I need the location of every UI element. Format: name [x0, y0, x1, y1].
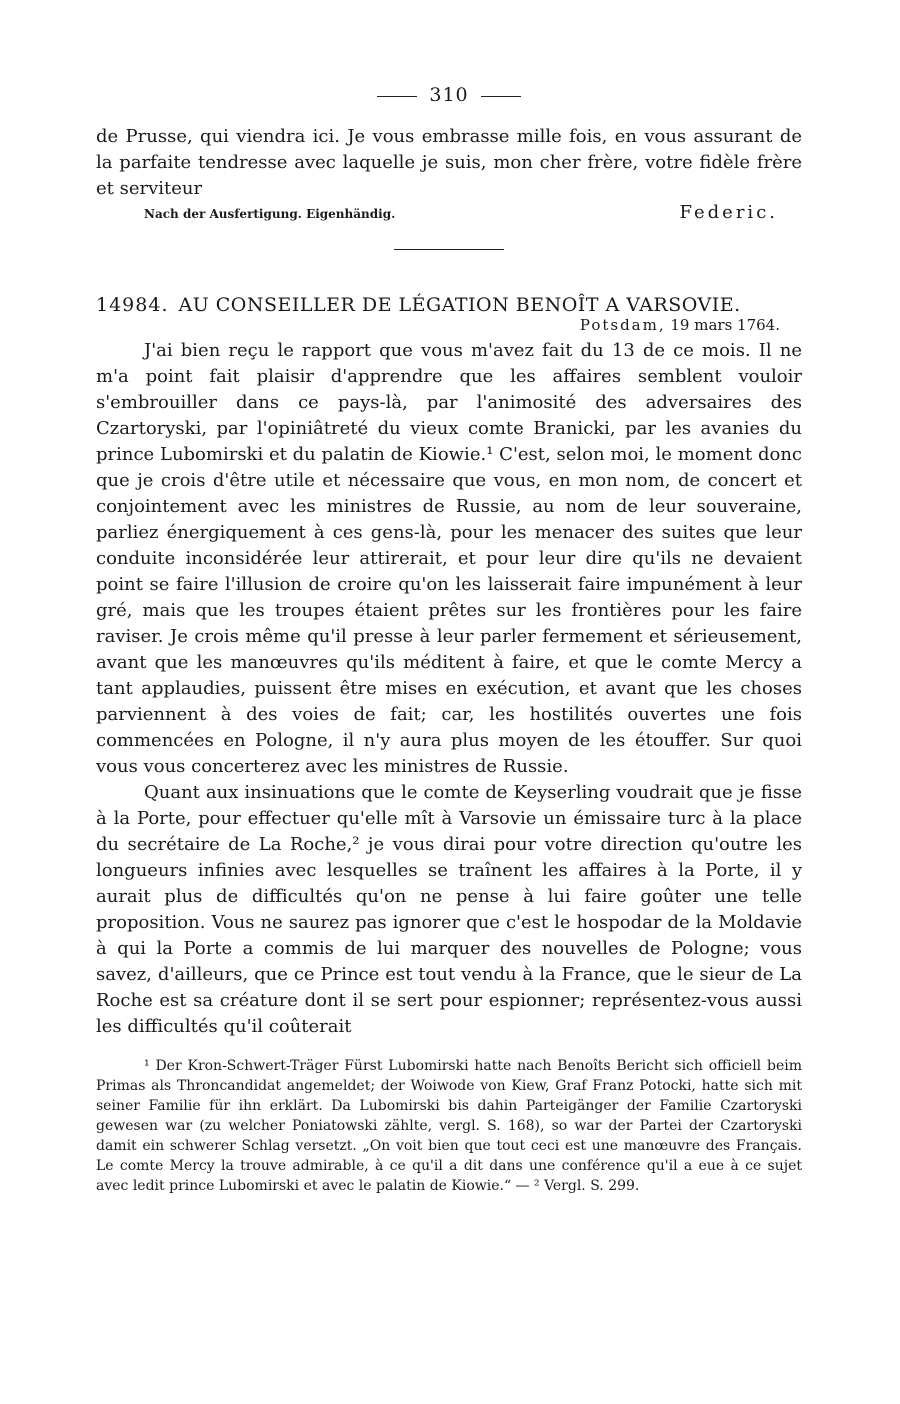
footnote-text: ¹ Der Kron-Schwert-Träger Fürst Lubomirski hatte nach Benoîts Bericht sich officiell beim Primas als Throncandidat angemeldet; der Woiwode von Kiew, Graf Franz Potocki, hatte sich mit seiner Familie für ihn erklärt. Da Lubomirski bis dahin Parteigänger der Familie Czartoryski gewesen war (zu welcher Poniatowski zählte, vergl. S. 168), so war der Partei der Czartoryski damit ein schwerer Schlag versetzt. „On voit bien que tout ceci est une manœuvre des Français. Le comte Mercy la trouve admirable, à ce qu'il a dit dans une conférence qu'il a eue à ce sujet avec ledit prince Lubomirski et avec le palatin de Kiowie.“ — ² Vergl. S. 299.	[96, 1058, 802, 1194]
signature: Federic.	[679, 202, 778, 223]
opening-text: de Prusse, qui viendra ici. Je vous embrasse mille fois, en vous assurant de la parfaite tendresse avec laquelle je suis, mon cher frère, votre fidèle frère et serviteur	[96, 126, 802, 199]
document-page	[96, 84, 802, 1196]
footnotes	[96, 1056, 802, 1196]
right-dash	[481, 96, 521, 97]
source-note: Nach der Ausfertigung. Eigenhändig.	[144, 207, 396, 221]
body-paragraph-1: J'ai bien reçu le rapport que vous m'avez fait du 13 de ce mois. Il ne m'a point fait plaisir d'apprendre que les affaires semblent vouloir s'embrouiller dans ce pays-là, par l'animosité des adversaires des Czartoryski, par l'opiniâtreté du vieux comte Branicki, par les avanies du prince Lubomirski et du palatin de Kiowie.¹ C'est, selon moi, le moment donc que je crois d'être utile et nécessaire que vous, en mon nom, de concert et conjointement avec les ministres de Russie, au nom de leur souveraine, parliez énergiquement à ces gens-là, pour les menacer des suites que leur conduite inconsidérée leur attirerait, et pour leur dire qu'ils ne devaient point se faire l'illusion de croire qu'on les laisserait faire impunément à leur gré, mais que les troupes étaient prêtes sur les frontières pour les faire raviser. Je crois même qu'il presse à leur parler fermement et sérieusement, avant que les manœuvres qu'ils méditent à faire, et que le comte Mercy a tant applaudies, puissent être mises en exécution, et avant que les choses parviennent à des voies de fait; car, les hostilités ouvertes une fois commencées en Pologne, il n'y aura plus moyen de les étouffer. Sur quoi vous vous concerterez avec les ministres de Russie.	[96, 340, 802, 777]
letter-number: 14984.	[96, 294, 169, 316]
page-number-header	[96, 84, 802, 106]
letter-place: Potsdam,	[579, 316, 666, 334]
date-line	[96, 316, 780, 334]
letter-title: AU CONSEILLER DE LÉGATION BENOÎT A VARSOVIE.	[178, 294, 741, 316]
left-dash	[377, 96, 417, 97]
letter-date: 19 mars 1764.	[670, 316, 780, 334]
section-separator	[394, 249, 504, 250]
page-number: 310	[429, 84, 469, 106]
signoff-row	[96, 202, 802, 223]
letter-heading	[96, 294, 802, 316]
body-paragraph-2: Quant aux insinuations que le comte de Keyserling voudrait que je fisse à la Porte, pour effectuer qu'elle mît à Varsovie un émissaire turc à la place du secrétaire de La Roche,² je vous dirai pour votre direction qu'outre les longueurs infinies avec lesquelles se traînent les affaires à la Porte, il y aurait plus de difficultés qu'on ne pense à lui faire goûter une telle proposition. Vous ne saurez pas ignorer que c'est le hospodar de la Moldavie à qui la Porte a commis de lui marquer des nouvelles de Pologne; vous savez, d'ailleurs, que ce Prince est tout vendu à la France, que le sieur de La Roche est sa créature dont il se sert pour espionner; représentez-vous aussi les difficultés qu'il coûterait	[96, 782, 802, 1037]
